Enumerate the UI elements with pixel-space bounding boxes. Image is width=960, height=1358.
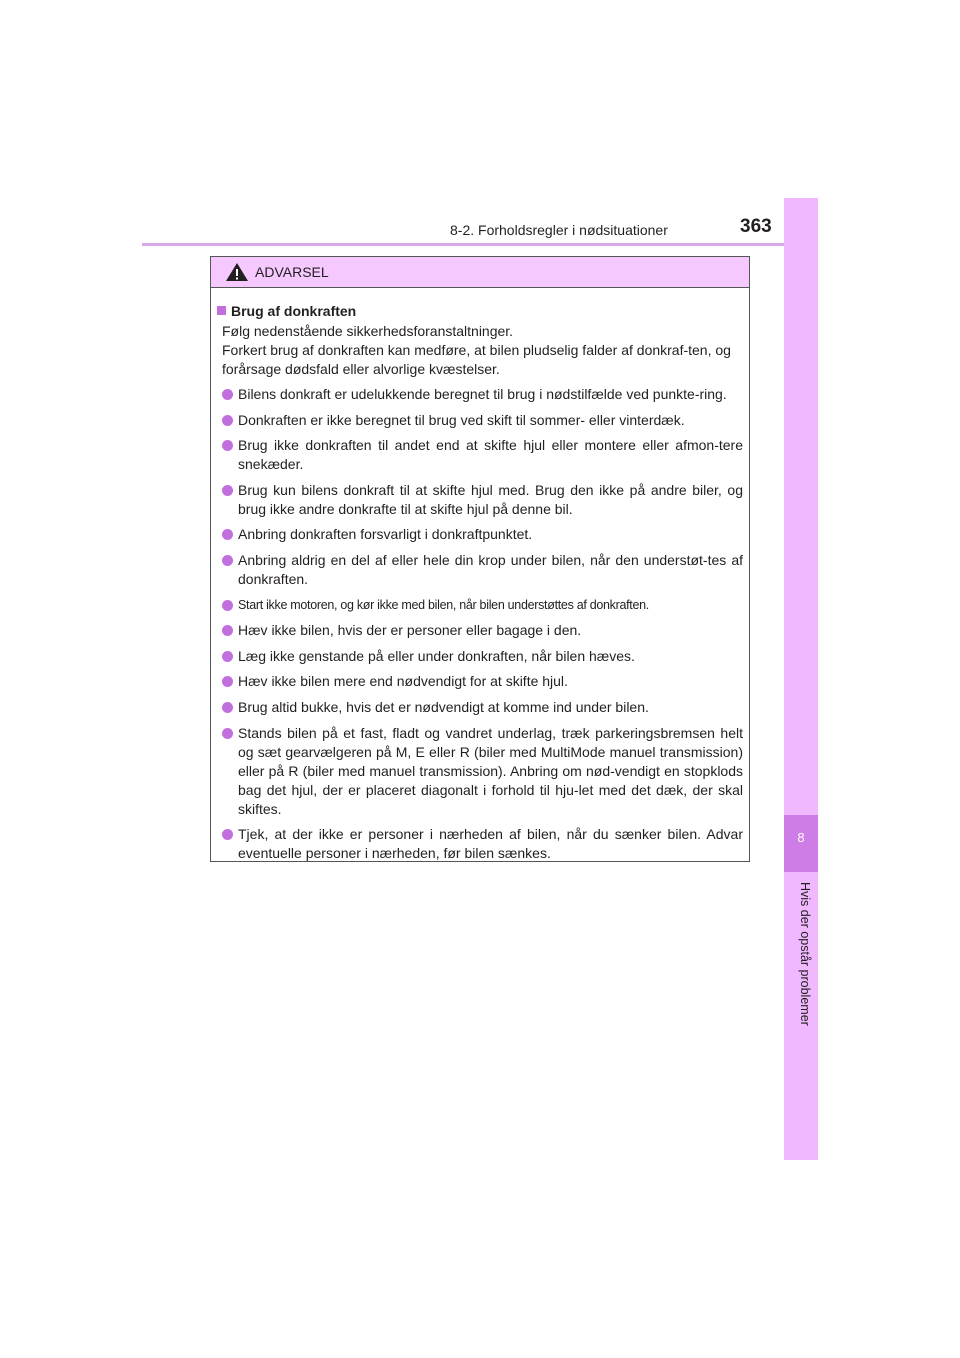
list-item-text: Brug kun bilens donkraft til at skifte hjul med. Brug den ikke på andre biler, og brug ikke andre donkrafte til at skifte hjul på denne bil. bbox=[238, 481, 743, 517]
bullet-icon bbox=[222, 555, 233, 566]
bullet-icon bbox=[222, 676, 233, 687]
bullet-icon bbox=[222, 440, 233, 451]
bullet-icon bbox=[222, 415, 233, 426]
bullet-icon bbox=[222, 651, 233, 662]
list-item-text: Bilens donkraft er udelukkende beregnet til brug i nødstilfælde ved punkte-ring. bbox=[238, 386, 727, 402]
warning-header bbox=[211, 257, 749, 288]
bullet-icon bbox=[222, 829, 233, 840]
chapter-number: 8 bbox=[797, 830, 805, 845]
list-item bbox=[222, 647, 743, 666]
list-item bbox=[222, 621, 743, 640]
list-item-text: Hæv ikke bilen mere end nødvendigt for at skifte hjul. bbox=[238, 673, 568, 690]
list-item bbox=[222, 411, 743, 430]
warning-label: ADVARSEL bbox=[255, 264, 329, 280]
chapter-title: Hvis der opstår problemer bbox=[798, 882, 812, 1026]
list-item bbox=[222, 825, 743, 863]
list-item-text: Brug ikke donkraften til andet end at skifte hjul eller montere eller afmon-tere snekæder. bbox=[238, 437, 743, 473]
bullet-icon bbox=[222, 625, 233, 636]
list-item-text: Donkraften er ikke beregnet til brug ved skift til sommer- eller vinterdæk. bbox=[238, 411, 685, 428]
list-item bbox=[222, 672, 743, 691]
page-number: 363 bbox=[740, 216, 772, 237]
list-item-text: Tjek, at der ikke er personer i nærheden af bilen, når du sænker bilen. Advar eventuelle personer i nærheden, før bilen sænkes. bbox=[238, 826, 743, 862]
bullet-icon bbox=[222, 485, 233, 496]
list-item bbox=[222, 481, 743, 519]
list-item bbox=[222, 525, 743, 544]
square-bullet-icon bbox=[217, 306, 226, 315]
bullet-icon bbox=[222, 529, 233, 540]
list-item bbox=[222, 596, 743, 615]
list-item-text: Start ikke motoren, og kør ikke med bilen, når bilen understøttes af donkraften. bbox=[238, 597, 649, 612]
list-item bbox=[222, 436, 743, 474]
section-title: 8-2. Forholdsregler i nødsituationer bbox=[450, 222, 668, 238]
list-item-text: Hæv ikke bilen, hvis der er personer eller bagage i den. bbox=[238, 622, 582, 639]
bullet-icon bbox=[222, 702, 233, 713]
topic-title bbox=[215, 302, 743, 320]
bullet-icon bbox=[222, 600, 233, 611]
list-item-text: Stands bilen på et fast, fladt og vandret underlag, træk parkeringsbremsen helt og sæt gearvælgeren på M, E eller R (biler med MultiMode manuel transmission) eller på R (biler med manuel transmission). Anbring om nød-vendigt en stopklods bag det hjul, der er placeret diagonalt i forhold til hju-let med det dæk, der skal skiftes. bbox=[238, 724, 743, 817]
warning-body bbox=[211, 288, 749, 863]
bullet-icon bbox=[222, 389, 233, 400]
list-item-text: Anbring donkraften forsvarligt i donkraftpunktet. bbox=[238, 526, 533, 543]
topic-title-text: Brug af donkraften bbox=[231, 303, 357, 319]
intro-line: Følg nedenstående sikkerhedsforanstaltninger. bbox=[222, 323, 514, 339]
list-item bbox=[222, 385, 743, 404]
list-item-text: Anbring aldrig en del af eller hele din krop under bilen, når den understøt-tes af donkraften. bbox=[238, 551, 743, 587]
list-item bbox=[222, 698, 743, 717]
warning-list bbox=[215, 385, 743, 863]
list-item bbox=[222, 551, 743, 589]
list-item bbox=[222, 724, 743, 819]
list-item-text: Brug altid bukke, hvis det er nødvendigt at komme ind under bilen. bbox=[238, 698, 649, 715]
warning-box bbox=[210, 256, 750, 862]
bullet-icon bbox=[222, 728, 233, 739]
intro-text bbox=[222, 322, 743, 379]
warning-triangle-icon bbox=[225, 262, 249, 282]
header-rule bbox=[142, 243, 818, 246]
list-item-text: Læg ikke genstande på eller under donkraften, når bilen hæves. bbox=[238, 647, 635, 664]
intro-line: Forkert brug af donkraften kan medføre, at bilen pludselig falder af donkraf-ten, og forårsage dødsfald eller alvorlige kvæstelser. bbox=[222, 342, 731, 377]
